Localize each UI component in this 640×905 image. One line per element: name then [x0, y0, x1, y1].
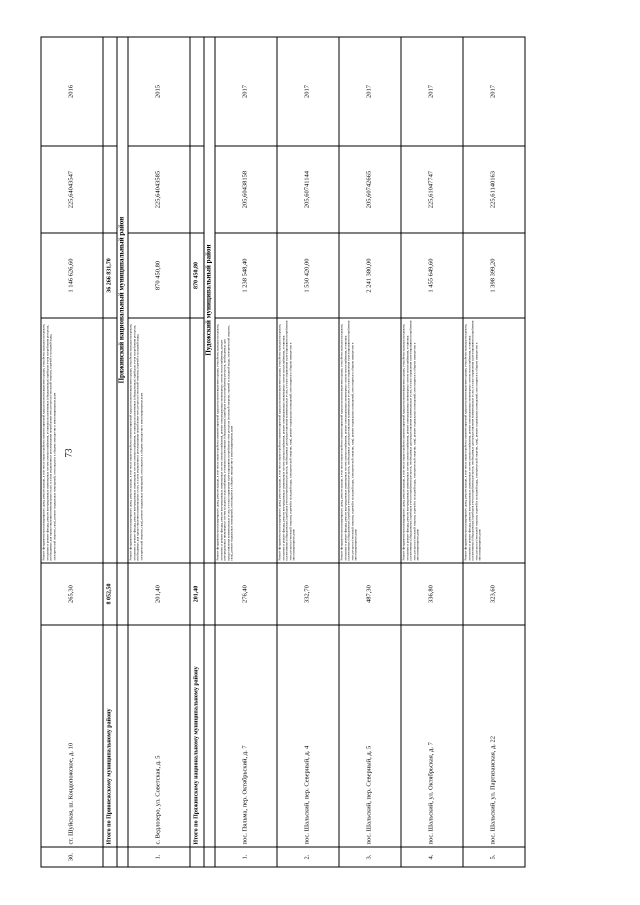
- subtotal-row: [103, 37, 117, 867]
- district-header: Пудожский муниципальный район: [204, 37, 215, 563]
- blank-cell: [190, 37, 204, 146]
- works-cell: Ремонт фундамента многоквартирного дома, ремонт крыши, в том числе переустройство невентилируемой крыши на вентилируемую крышу, устройство выходов на кровлю, утепление и ремонт фасада, ремонт внутридомовых инженерных систем электроснабжения, ремонт внутридомовых инженерных систем теплоснабжения, установка коллективных (общедомовых) приборов учета потребления ресурсов, необходимых для предоставления коммунальных услуг, и узлов управления и регулирования потребления этих ресурсов (тепловой энергии, горячей и холодной воды, электрической энергии, газа), ремонт подвальных помещений, относящихся к общему имуществу в многоквартирном доме: [401, 318, 463, 563]
- cost-cell: 1 238 548,40: [215, 233, 277, 318]
- blank-cell: [103, 318, 117, 563]
- year-cell: 2015: [128, 37, 190, 146]
- specific-cost-cell: 225,64043547: [41, 146, 103, 233]
- works-cell: Ремонт фундамента многоквартирного дома, ремонт крыши, в том числе переустройство невентилируемой крыши на вентилируемую крышу, устройство выходов на кровлю, утепление и ремонт фасада, ремонт внутридомовых инженерных систем электроснабжения, ремонт внутридомовых инженерных систем теплоснабжения, ремонт внутридомовых инженерных систем холодного водоснабжения, установка коллективных (общедомовых) приборов учета потребления ресурсов, необходимых для предоставления коммунальных услуг, и узлов управления и регулирования потребления этих ресурсов (тепловой энергии, горячей и холодной воды, электрической энергии, газа), ремонт подвальных помещений, относящихся к общему имуществу в многоквартирном доме: [215, 318, 277, 563]
- works-cell: Ремонт фундамента многоквартирного дома, ремонт крыши, в том числе переустройство невентилируемой крыши на вентилируемую крышу, устройство выходов на кровлю, утепление и ремонт фасада, ремонт внутридомовых инженерных систем электроснабжения, установка коллективных (общедомовых) приборов учета потребления ресурсов, необходимых для предоставления коммунальных услуг, и узлов управления и регулирования потребления этих ресурсов (тепловой энергии, горячей и холодной воды, электрической энергии, газа), ремонт подвальных помещений, относящихся к общему имуществу в многоквартирном доме: [128, 318, 190, 563]
- subtotal-label: Итого по Пряжинскому национальному муниципальному району: [190, 625, 204, 847]
- district-row: [117, 37, 128, 867]
- row-number: 1.: [128, 847, 190, 867]
- table-body: [41, 37, 525, 867]
- blank-cell: [190, 847, 204, 867]
- table-row: [401, 37, 463, 867]
- cost-cell: 1 146 626,60: [41, 233, 103, 318]
- district-row: [204, 37, 215, 867]
- area-cell: 487,30: [339, 563, 401, 625]
- area-cell: 276,40: [215, 563, 277, 625]
- table-row: [463, 37, 525, 867]
- subtotal-area: 8 052,50: [103, 563, 117, 625]
- row-number: 1.: [215, 847, 277, 867]
- row-number: 30.: [41, 847, 103, 867]
- works-cell: Ремонт фундамента многоквартирного дома, ремонт крыши, в том числе переустройство невентилируемой крыши на вентилируемую крышу, устройство выходов на кровлю, утепление и ремонт фасада, ремонт внутридомовых инженерных систем электроснабжения, ремонт внутридомовых инженерных систем теплоснабжения, установка коллективных (общедомовых) приборов учета потребления ресурсов, необходимых для предоставления коммунальных услуг, и узлов управления и регулирования потребления этих ресурсов (тепловой энергии, горячей и холодной воды, электрической энергии, газа), ремонт подвальных помещений, относящихся к общему имуществу в многоквартирном доме: [339, 318, 401, 563]
- specific-cost-cell: 225,64043585: [128, 146, 190, 233]
- works-cell: Ремонт фундамента многоквартирного дома, ремонт крыши, в том числе переустройство невентилируемой крыши на вентилируемую крышу, устройство выходов на кровлю, утепление и ремонт фасада, ремонт внутридомовых инженерных систем электроснабжения, ремонт внутридомовых инженерных систем теплоснабжения, установка коллективных (общедомовых) приборов учета потребления ресурсов, необходимых для предоставления коммунальных услуг, и узлов управления и регулирования потребления этих ресурсов (тепловой энергии, горячей и холодной воды, электрической энергии, газа), ремонт подвальных помещений, относящихся к общему имуществу в многоквартирном доме: [463, 318, 525, 563]
- blank-cell: [103, 847, 117, 867]
- blank-cell: [190, 318, 204, 563]
- subtotal-label: Итого по Прионежскому муниципальному району: [103, 625, 117, 847]
- year-cell: 2017: [215, 37, 277, 146]
- address-cell: ст. Шуйская, ш. Кондопожское, д. 10: [41, 625, 103, 847]
- blank-cell: [117, 847, 128, 867]
- cost-cell: 1 398 399,20: [463, 233, 525, 318]
- year-cell: 2017: [463, 37, 525, 146]
- blank-cell: [103, 37, 117, 146]
- page-number: 73: [63, 448, 74, 458]
- specific-cost-cell: 225,61140163: [463, 146, 525, 233]
- area-cell: 265,30: [41, 563, 103, 625]
- specific-cost-cell: 225,61047747: [401, 146, 463, 233]
- subtotal-cost: 36 266 831,70: [103, 233, 117, 318]
- address-cell: пос. Шальский, пер. Северный, д. 4: [277, 625, 339, 847]
- address-cell: с. Ведлозеро, ул. Советская, д. 5: [128, 625, 190, 847]
- works-cell: Ремонт фундамента многоквартирного дома, ремонт крыши, в том числе переустройство невентилируемой крыши на вентилируемую крышу, устройство выходов на кровлю, утепление и ремонт фасада, ремонт внутридомовых инженерных систем электроснабжения, ремонт внутридомовых инженерных систем теплоснабжения, установка коллективных (общедомовых) приборов учета потребления ресурсов, необходимых для предоставления коммунальных услуг, и узлов управления и регулирования потребления этих ресурсов (тепловой энергии, горячей и холодной воды, электрической энергии, газа), ремонт подвальных помещений, относящихся к общему имуществу в многоквартирном доме: [277, 318, 339, 563]
- area-cell: 201,40: [128, 563, 190, 625]
- blank-cell: [117, 563, 128, 625]
- specific-cost-cell: 205,60438158: [215, 146, 277, 233]
- year-cell: 2016: [41, 37, 103, 146]
- blank-cell: [204, 847, 215, 867]
- address-cell: пос. Шальский, ул. Октябрьская, д. 7: [401, 625, 463, 847]
- row-number: 3.: [339, 847, 401, 867]
- area-cell: 336,80: [401, 563, 463, 625]
- table-row: [339, 37, 401, 867]
- blank-cell: [190, 146, 204, 233]
- specific-cost-cell: 205,60741144: [277, 146, 339, 233]
- works-cell: Ремонт фундамента многоквартирного дома, ремонт крыши, в том числе переустройство невентилируемой крыши на вентилируемую крышу, устройство выходов на кровлю, утепление и ремонт фасада, ремонт внутридомовых инженерных систем электроснабжения, установка коллективных (общедомовых) приборов учета потребления ресурсов, необходимых для предоставления коммунальных услуг, и узлов управления и регулирования потребления этих ресурсов (тепловой энергии, горячей и холодной воды, электрической энергии, газа), ремонт подвальных помещений, относящихся к общему имуществу в многоквартирном доме: [41, 318, 103, 563]
- cost-cell: 2 241 380,00: [339, 233, 401, 318]
- area-cell: 332,70: [277, 563, 339, 625]
- area-cell: 323,60: [463, 563, 525, 625]
- table-row: [128, 37, 190, 867]
- address-cell: пос. Шальский, пер. Северный, д. 5: [339, 625, 401, 847]
- row-number: 4.: [401, 847, 463, 867]
- subtotal-area: 201,40: [190, 563, 204, 625]
- address-cell: пос. Шальский, ул. Партизанская, д. 22: [463, 625, 525, 847]
- year-cell: 2017: [401, 37, 463, 146]
- table-row: [215, 37, 277, 867]
- cost-cell: 1 530 420,00: [277, 233, 339, 318]
- cost-cell: 870 450,80: [128, 233, 190, 318]
- blank-cell: [103, 146, 117, 233]
- blank-cell: [204, 625, 215, 847]
- table-row: [41, 37, 103, 867]
- district-header: Пряжинский национальный муниципальный район: [117, 37, 128, 563]
- year-cell: 2017: [339, 37, 401, 146]
- year-cell: 2017: [277, 37, 339, 146]
- blank-cell: [117, 625, 128, 847]
- subtotal-cost: 870 450,80: [190, 233, 204, 318]
- table-row: [277, 37, 339, 867]
- capital-repair-table: [41, 37, 526, 868]
- specific-cost-cell: 205,60742665: [339, 146, 401, 233]
- subtotal-row: [190, 37, 204, 867]
- row-number: 5.: [463, 847, 525, 867]
- row-number: 2.: [277, 847, 339, 867]
- address-cell: пос. Пяльма, пер. Октябрьский, д. 7: [215, 625, 277, 847]
- cost-cell: 1 455 649,60: [401, 233, 463, 318]
- blank-cell: [204, 563, 215, 625]
- document-sheet: [41, 38, 586, 868]
